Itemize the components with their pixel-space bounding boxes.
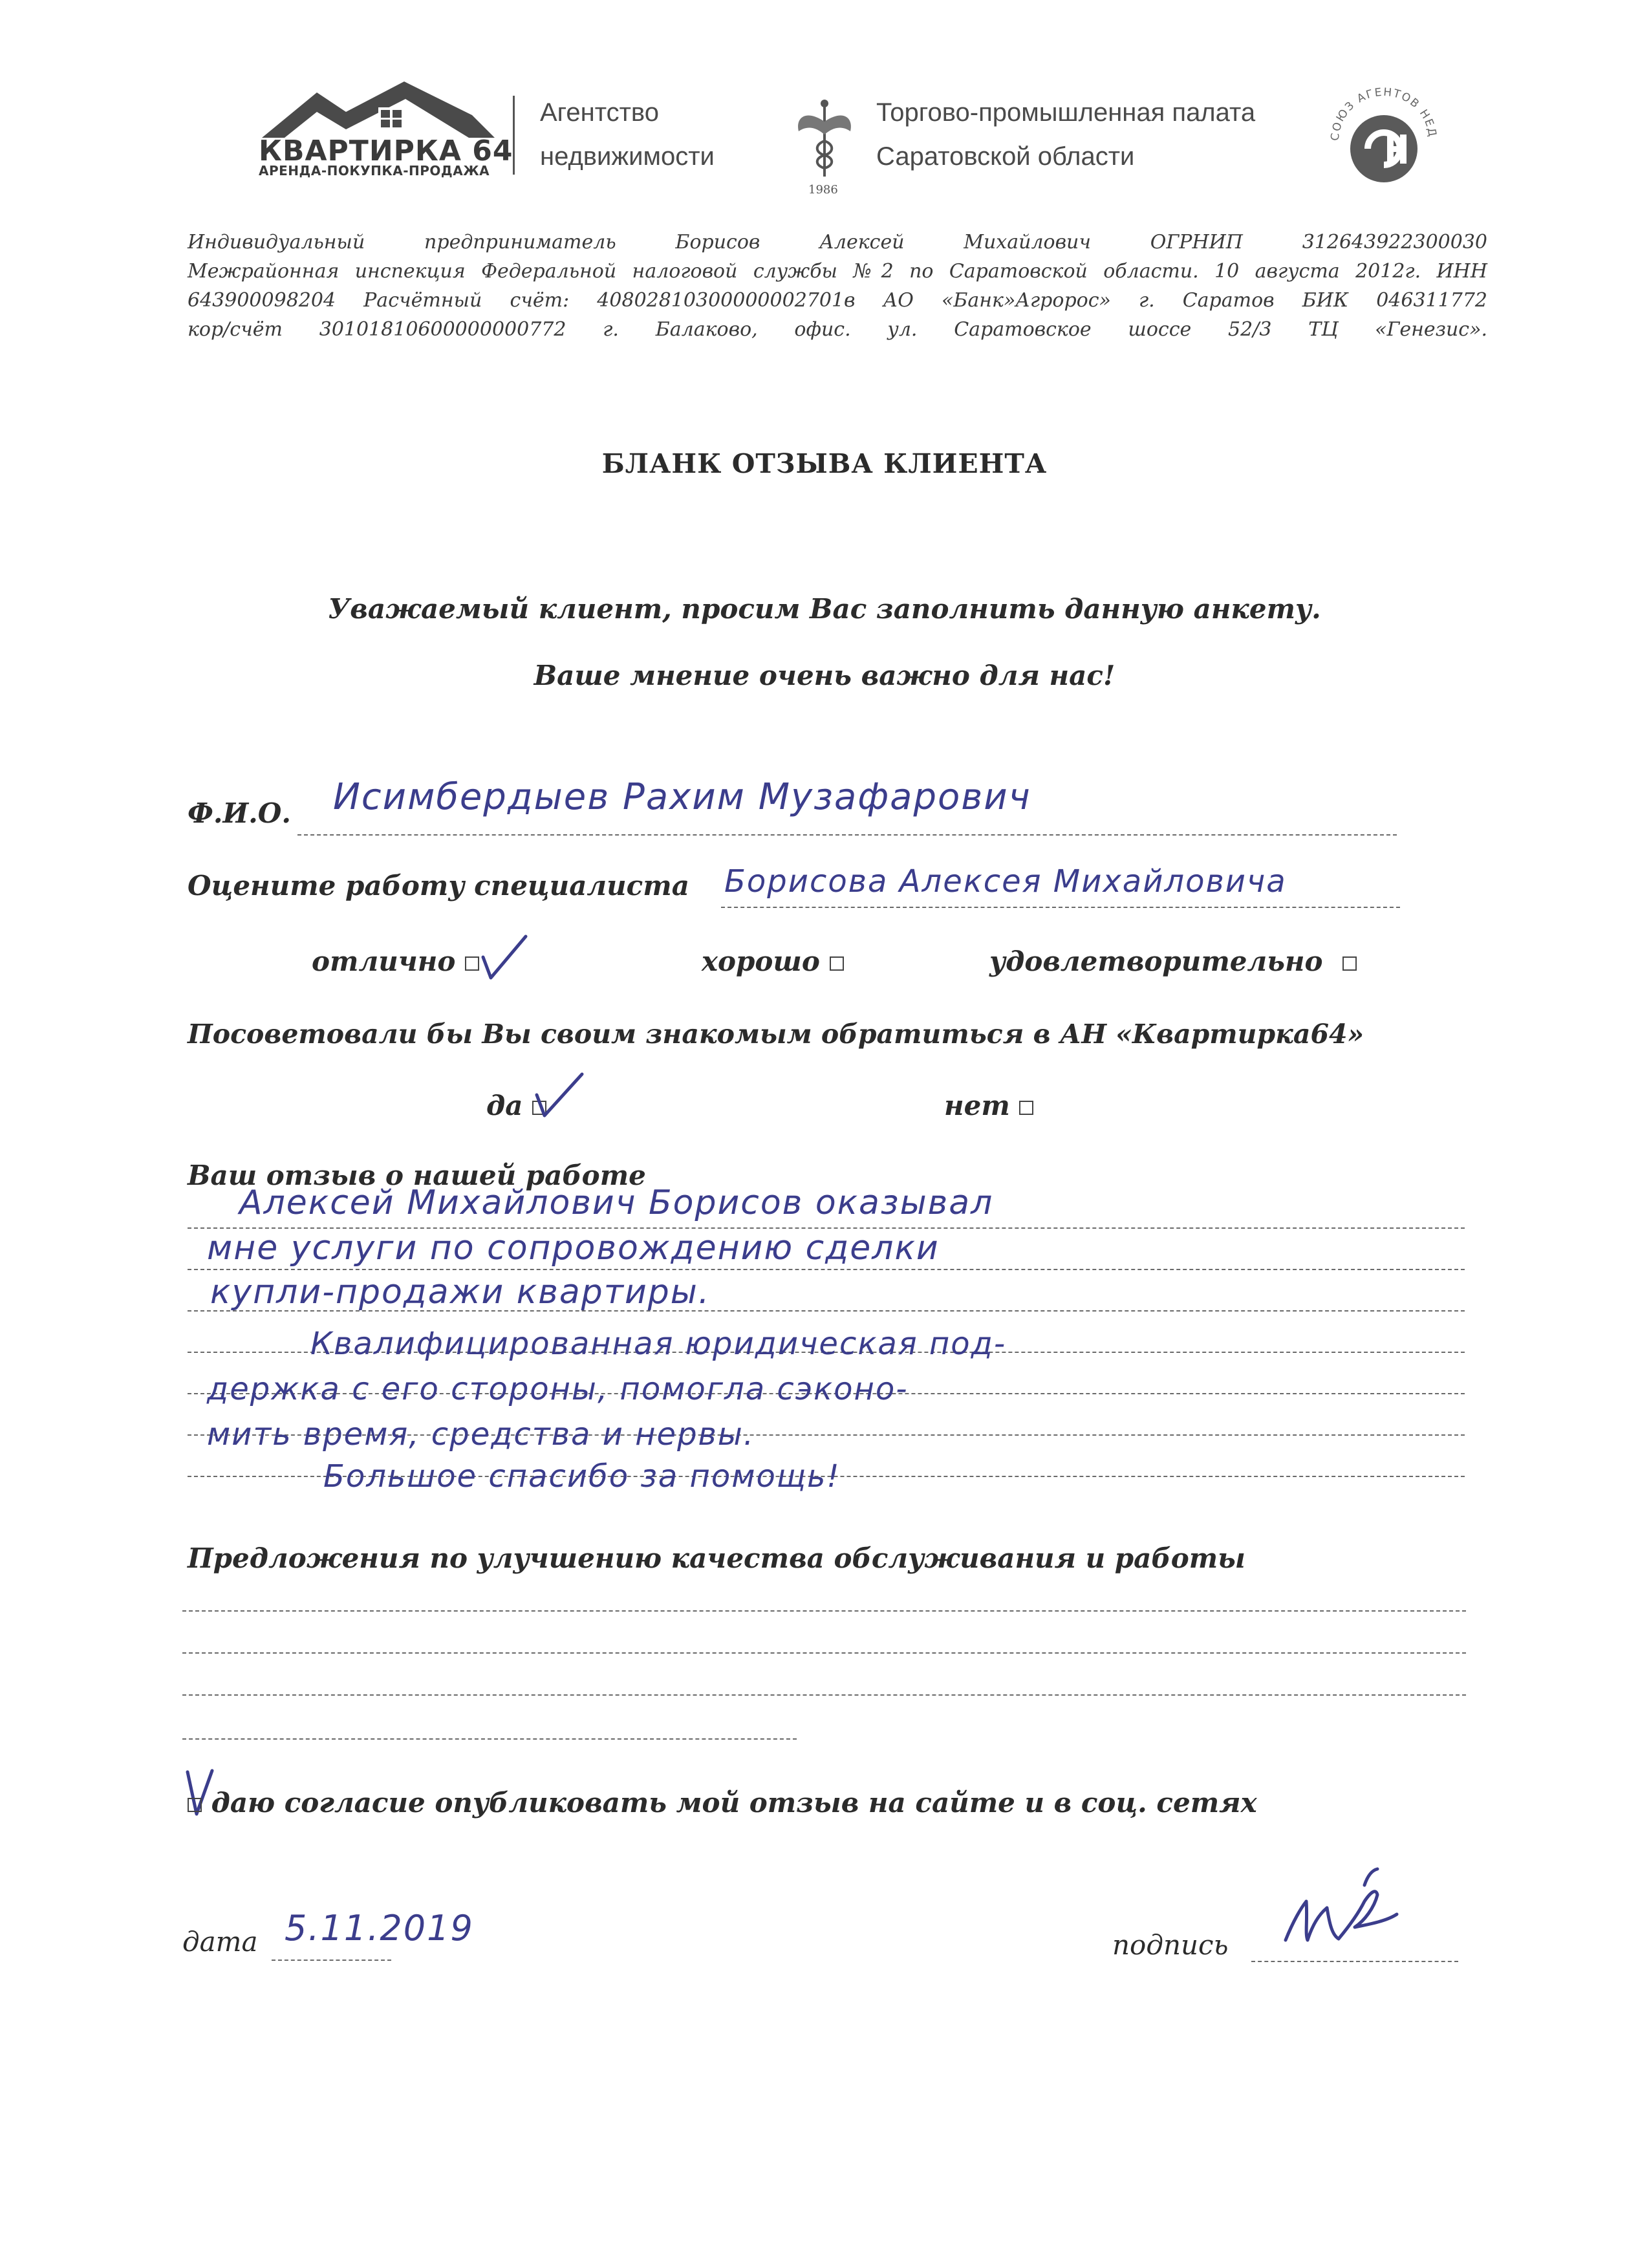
rating-option-label: хорошо xyxy=(702,945,820,977)
review-line xyxy=(188,1269,1465,1270)
union-seal-icon xyxy=(1319,76,1449,206)
recommend-question: Посоветовали бы Вы своим знакомым обратиться в АН «Квартирка64» xyxy=(188,1019,1364,1050)
recommend-option-label: нет xyxy=(944,1090,1010,1121)
chamber-line-1: Торгово-промышленная палата xyxy=(876,98,1256,127)
rating-option-label: удовлетворительно xyxy=(989,945,1323,977)
rating-option-good[interactable] xyxy=(702,945,844,977)
review-text-line[interactable]: Большое спасибо за помощь! xyxy=(323,1458,841,1495)
recommend-yes-check-icon xyxy=(530,1070,588,1122)
consent-checkbox[interactable] xyxy=(188,1798,202,1812)
fio-label: Ф.И.О. xyxy=(188,797,291,829)
suggestions-line[interactable] xyxy=(182,1738,797,1740)
signature-line xyxy=(1251,1961,1458,1962)
seal-text: СОЮЗ АГЕНТОВ НЕД xyxy=(1328,85,1439,142)
rating-option-satisfactory[interactable] xyxy=(989,945,1357,977)
review-text-line[interactable]: Алексей Михайлович Борисов оказывал xyxy=(239,1183,994,1222)
consent-label: даю согласие опубликовать мой отзыв на сайте и в соц. сетях xyxy=(211,1787,1257,1819)
signature-image xyxy=(1267,1863,1423,1960)
fio-value[interactable]: Исимбердыев Рахим Музафарович xyxy=(333,776,1031,818)
chamber-emblem-icon xyxy=(792,96,857,180)
brand-name: КВАРТИРКА 64 xyxy=(259,135,513,167)
suggestions-line[interactable] xyxy=(182,1652,1466,1654)
rate-value[interactable]: Борисова Алексея Михайловича xyxy=(724,863,1287,900)
rate-label: Оцените работу специалиста xyxy=(188,870,689,902)
rating-option-label: отлично xyxy=(312,945,456,977)
review-text-line[interactable]: держка с его стороны, помогла сэконо- xyxy=(207,1371,909,1407)
requisites-line-3: 643900098204 Расчётный счёт: 40802810300000002701в АО «Банк»Агророс» г. Саратов БИК 046311772 xyxy=(188,289,1487,312)
house-roof-icon xyxy=(255,76,501,141)
requisites-line-1: Индивидуальный предприниматель Борисов Алексей Михайлович ОГРНИП 312643922300030 xyxy=(188,231,1487,254)
recommend-option-no[interactable] xyxy=(944,1090,1033,1121)
header-divider xyxy=(513,96,515,175)
suggestions-line[interactable] xyxy=(182,1694,1466,1696)
recommend-no-checkbox[interactable] xyxy=(1019,1101,1033,1115)
form-title: БЛАНК ОТЗЫВА КЛИЕНТА xyxy=(601,448,1048,479)
review-text-line[interactable]: мне услуги по сопровождению сделки xyxy=(207,1229,940,1268)
date-value[interactable]: 5.11.2019 xyxy=(285,1908,474,1949)
review-text-line[interactable]: мить время, средства и нервы. xyxy=(207,1416,755,1453)
importance-text: Ваше мнение очень важно для нас! xyxy=(534,660,1116,691)
rating-excellent-check-icon xyxy=(475,931,534,983)
rating-option-excellent[interactable] xyxy=(312,945,479,977)
rating-good-checkbox[interactable] xyxy=(830,956,844,971)
suggestions-label: Предложения по улучшению качества обслуживания и работы xyxy=(188,1542,1245,1574)
consent-row[interactable] xyxy=(188,1787,1257,1819)
date-label: дата xyxy=(182,1926,258,1958)
rating-satisfactory-checkbox[interactable] xyxy=(1342,956,1357,971)
chamber-year: 1986 xyxy=(808,183,838,197)
suggestions-line[interactable] xyxy=(182,1610,1466,1612)
agency-line-1: Агентство xyxy=(540,98,659,127)
requisites-line-4: кор/счёт 30101810600000000772 г. Балаково, офис. ул. Саратовское шоссе 52/3 ТЦ «Генезис». xyxy=(188,318,1487,341)
review-text-line[interactable]: купли-продажи квартиры. xyxy=(210,1273,711,1312)
brand-tagline: АРЕНДА-ПОКУПКА-ПРОДАЖА xyxy=(259,163,490,178)
rate-line xyxy=(721,907,1400,908)
greeting-text: Уважаемый клиент, просим Вас заполнить данную анкету. xyxy=(328,593,1321,625)
date-line xyxy=(272,1960,391,1961)
requisites-line-2: Межрайонная инспекция Федеральной налоговой службы №2 по Саратовской области. 10 августа 2012г. ИНН xyxy=(188,260,1487,283)
review-text-line[interactable]: Квалифицированная юридическая под- xyxy=(310,1326,1007,1362)
review-label: Ваш отзыв о нашей работе xyxy=(188,1160,646,1191)
recommend-option-label: да xyxy=(486,1090,523,1121)
chamber-line-2: Саратовской области xyxy=(876,142,1135,171)
fio-line xyxy=(297,834,1397,836)
signature-label: подпись xyxy=(1112,1929,1229,1961)
agency-line-2: недвижимости xyxy=(540,142,715,171)
